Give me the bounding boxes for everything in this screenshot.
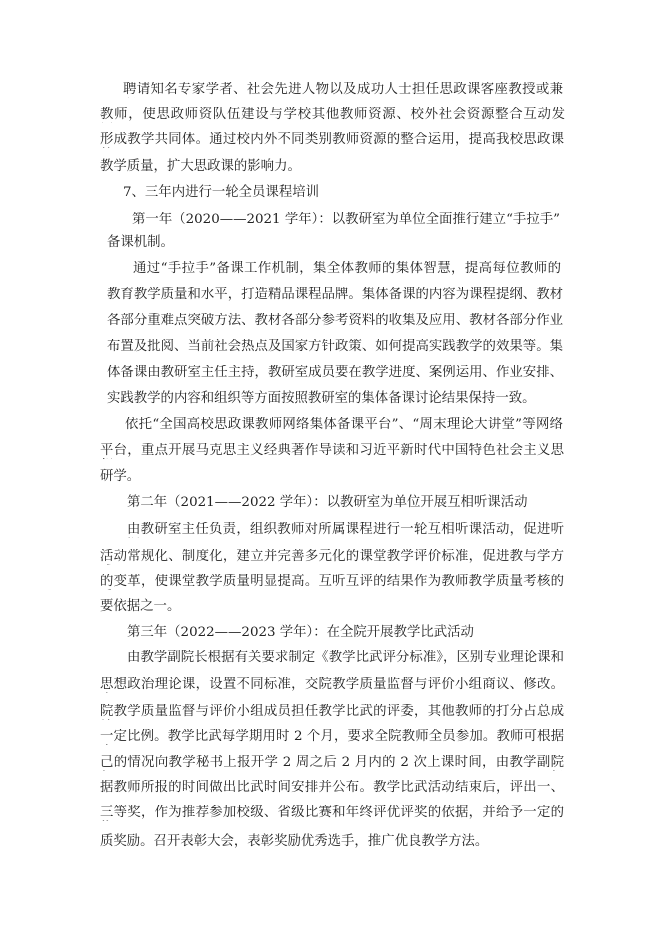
paragraph-line: 思想政治理论课，设置不同标准，交院教学质量监督与评价小组商议、修改。 xyxy=(100,677,564,692)
paragraph-line: 一定比例。教学比武每学期用时 2 个月，要求全院教师全员参加。教师可根据 xyxy=(100,729,564,744)
paragraph-line: 三等奖，作为推荐参加校级、省级比赛和年终评优评奖的依据，并给予一定的 xyxy=(100,805,564,820)
paragraph-line: 研学。 xyxy=(100,469,141,484)
subheading-year-two: 第二年（2021——2022 学年）：以教研室为单位开展互相听课活动 xyxy=(127,495,528,510)
paragraph-line: 活动常规化、制度化，建立并完善多元化的课堂教学评价标准，促进教与学方 xyxy=(100,549,564,564)
paragraph-line: 据教师所报的时间做出比武时间安排并公布。教学比武活动结束后，评出一、 xyxy=(100,780,564,795)
subheading-year-three: 第三年（2022——2023 学年）：在全院开展教学比武活动 xyxy=(127,625,474,640)
paragraph-line: 体备课由教研室主任主持，教研室成员要在教学进度、案例运用、作业安排、 xyxy=(107,365,563,380)
section-heading: 7、三年内进行一轮全员课程培训 xyxy=(123,185,319,200)
paragraph-line: 由教研室主任负责，组织教师对所属课程进行一轮互相听课活动，促进听 xyxy=(127,522,564,537)
paragraph-line: 各部分重难点突破方法、教材各部分参考资料的收集及应用、教材各部分作业 xyxy=(107,313,563,328)
paragraph-line: 院教学质量监督与评价小组成员担任教学比武的评委，其他教师的打分占总成 xyxy=(100,704,564,719)
paragraph-line: 依托“全国高校思政课教师网络集体备课平台”、“周末理论大讲堂”等网络 xyxy=(125,417,563,432)
paragraph-line: 形成教学共同体。通过校内外不同类别教师资源的整合运用，提高我校思政课 xyxy=(100,132,564,147)
paragraph-line: 的变革，使课堂教学质量明显提高。互听互评的结果作为教师教学质量考核的 xyxy=(100,574,564,589)
paragraph-line: 教育教学质量和水平，打造精品课程品牌。集体备课的内容为课程提纲、教材 xyxy=(107,287,563,302)
paragraph-line: 要依据之一。 xyxy=(100,599,181,614)
paragraph-line: 布置及批阅、当前社会热点及国家方针政策、如何提高实践教学的效果等。集 xyxy=(107,339,563,354)
subheading-year-one: 第一年（2020——2021 学年）：以教研室为单位全面推行建立“手拉手” xyxy=(132,212,560,227)
paragraph-line: 质奖励。召开表彰大会，表彰奖励优秀选手，推广优良教学方法。 xyxy=(100,834,489,849)
paragraph-line: 教师，使思政师资队伍建设与学校其他教师资源、校外社会资源整合互动发 xyxy=(100,107,565,122)
paragraph-line: 实践教学的内容和组织等方面按照教研室的集体备课讨论结果保持一致。 xyxy=(107,391,536,406)
paragraph-line: 聘请知名专家学者、社会先进人物以及成功人士担任思政课客座教授或兼 xyxy=(123,82,563,97)
paragraph-line: 由教学副院长根据有关要求制定《教学比武评分标准》，区别专业理论课和 xyxy=(127,650,564,665)
paragraph-line: 备课机制。 xyxy=(107,235,174,250)
paragraph-line: 己的情况向教学秘书上报开学 2 周之后 2 月内的 2 次上课时间，由教学副院 xyxy=(100,755,564,770)
paragraph-line: 通过“手拉手”备课工作机制，集全体教师的集体智慧，提高每位教师的 xyxy=(133,261,561,276)
paragraph-line: 平台，重点开展马克思主义经典著作导读和习近平新时代中国特色社会主义思 xyxy=(100,443,564,458)
paragraph-line: 教学质量，扩大思政课的影响力。 xyxy=(100,159,301,174)
